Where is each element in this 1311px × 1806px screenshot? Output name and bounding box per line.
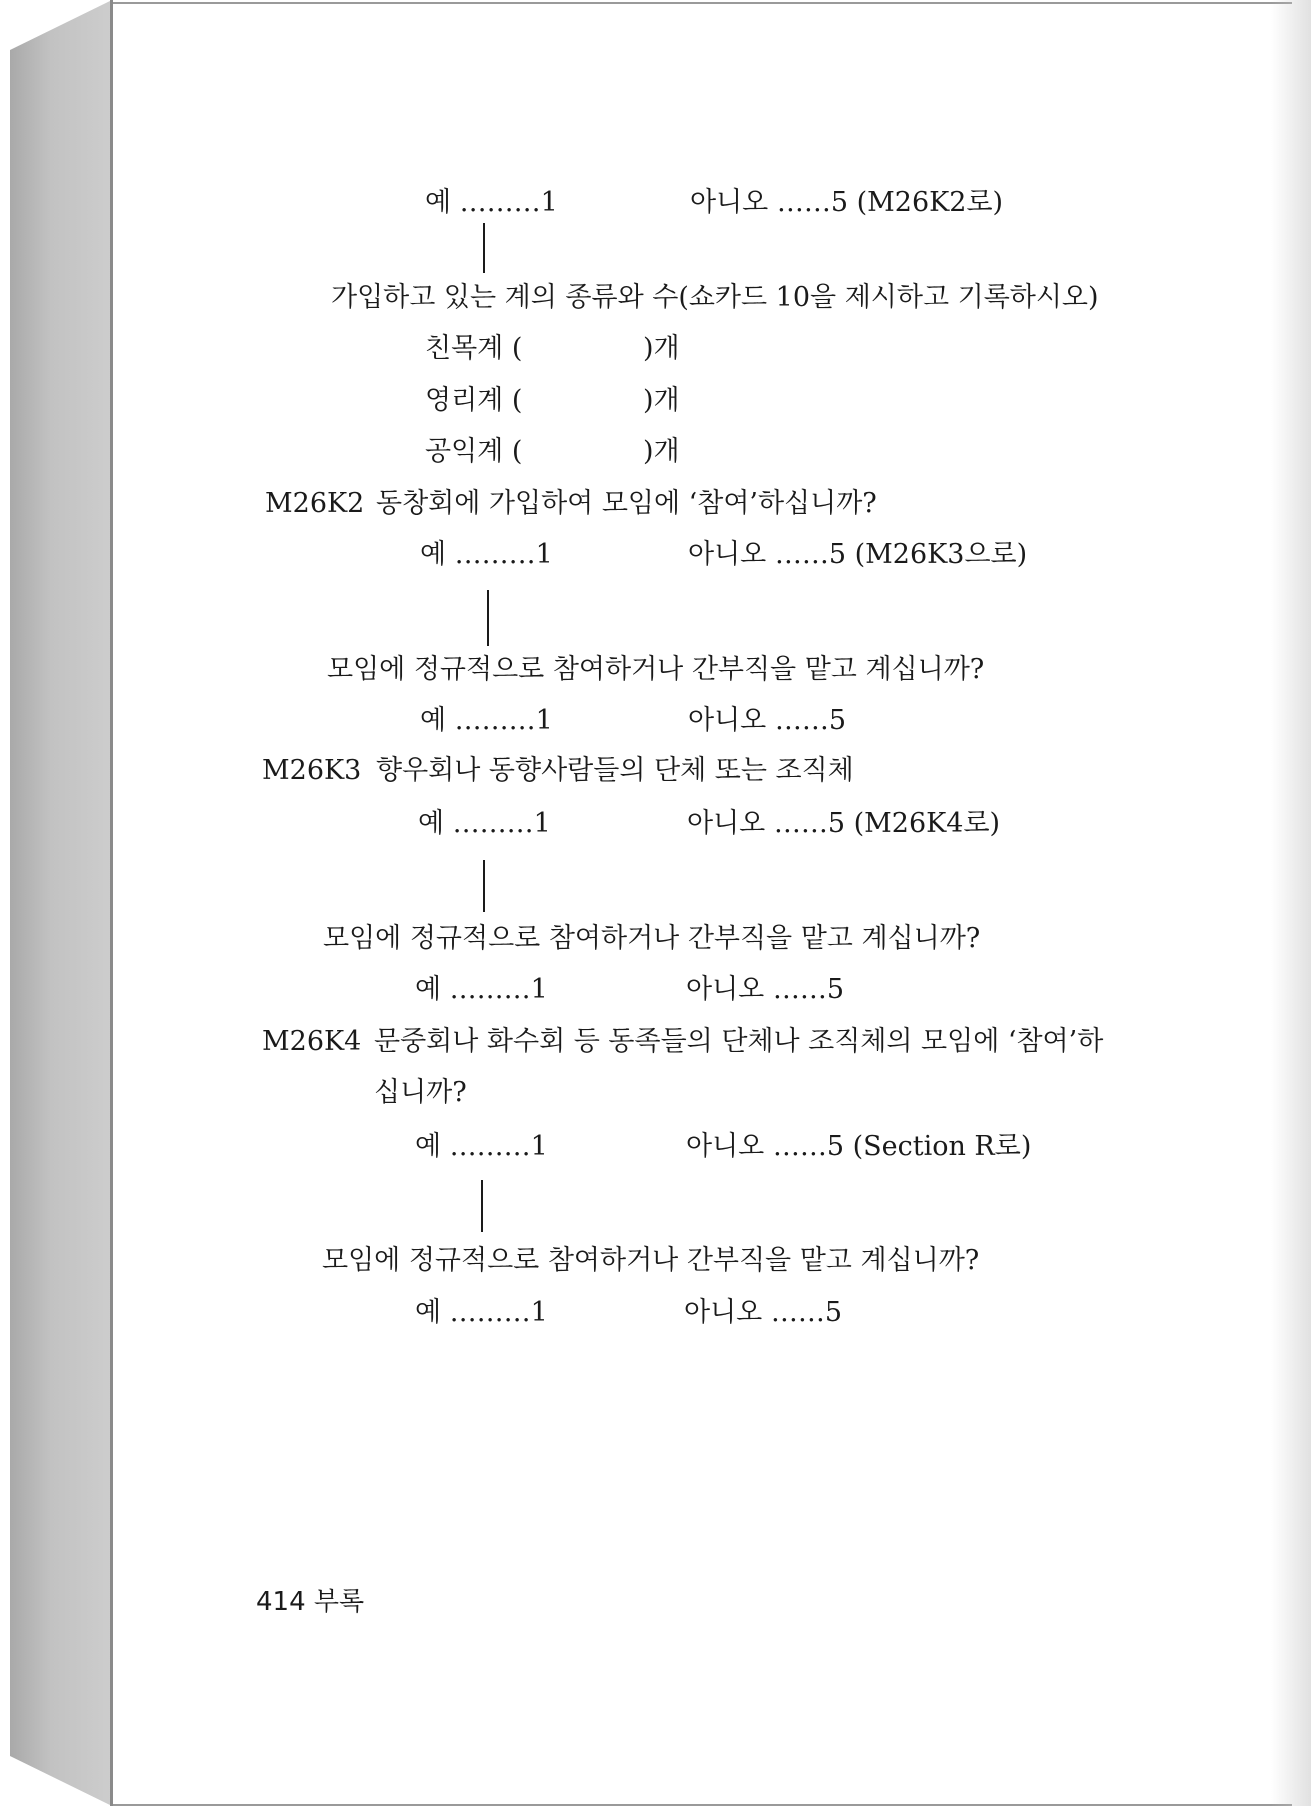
k2-question: 동창회에 가입하여 모임에 ‘참여’하십니까? <box>376 488 877 519</box>
k2-no-option: 아니오 ……5 (M26K3으로) <box>688 539 1028 570</box>
k4-question-line1: 문중회나 화수회 등 동족들의 단체나 조직체의 모임에 ‘참여’하 <box>374 1026 1104 1057</box>
k3-sub-no-option: 아니오 ……5 <box>686 974 845 1005</box>
k1-no-option: 아니오 ……5 (M26K2로) <box>690 187 1004 218</box>
k3-sub-question: 모임에 정규적으로 참여하거나 간부직을 맡고 계십니까? <box>323 923 981 954</box>
page-edge-shadow <box>1271 0 1311 1806</box>
branch-line-k3 <box>483 860 485 912</box>
k3-question: 향우회나 동향사람들의 단체 또는 조직체 <box>376 755 854 786</box>
book-page <box>112 2 1292 1806</box>
gye-row-suffix: )개 <box>643 385 680 416</box>
gye-row-label: 영리계 ( <box>425 385 523 416</box>
k3-code: M26K3 <box>262 755 362 786</box>
gye-row-label: 친목계 ( <box>425 333 523 364</box>
k2-sub-question: 모임에 정규적으로 참여하거나 간부직을 맡고 계십니까? <box>327 654 985 685</box>
k1-yes-option: 예 ………1 <box>425 187 558 218</box>
k4-code: M26K4 <box>262 1026 362 1057</box>
branch-line-k4 <box>481 1180 483 1232</box>
k2-yes-option: 예 ………1 <box>420 539 553 570</box>
book-spine <box>10 0 112 1806</box>
k2-code: M26K2 <box>265 488 365 519</box>
k3-yes-option: 예 ………1 <box>418 808 551 839</box>
spine-edge <box>110 0 113 1806</box>
k3-sub-yes-option: 예 ………1 <box>415 974 548 1005</box>
k4-sub-no-option: 아니오 ……5 <box>684 1297 843 1328</box>
branch-line-k2 <box>487 590 489 646</box>
gye-row-suffix: )개 <box>643 333 680 364</box>
k2-sub-yes-option: 예 ………1 <box>420 705 553 736</box>
gye-row-label: 공익계 ( <box>425 436 523 467</box>
branch-line-k1 <box>483 223 485 273</box>
k4-yes-option: 예 ………1 <box>415 1131 548 1162</box>
k1-sub-question: 가입하고 있는 계의 종류와 수(쇼카드 10을 제시하고 기록하시오) <box>331 282 1099 313</box>
gye-row-suffix: )개 <box>643 436 680 467</box>
k3-no-option: 아니오 ……5 (M26K4로) <box>687 808 1001 839</box>
k2-sub-no-option: 아니오 ……5 <box>688 705 847 736</box>
k4-no-option: 아니오 ……5 (Section R로) <box>686 1131 1032 1162</box>
page-footer: 414 부록 <box>256 1587 365 1617</box>
k4-question-line2: 십니까? <box>374 1077 467 1108</box>
k4-sub-question: 모임에 정규적으로 참여하거나 간부직을 맡고 계십니까? <box>322 1245 980 1276</box>
k4-sub-yes-option: 예 ………1 <box>415 1297 548 1328</box>
